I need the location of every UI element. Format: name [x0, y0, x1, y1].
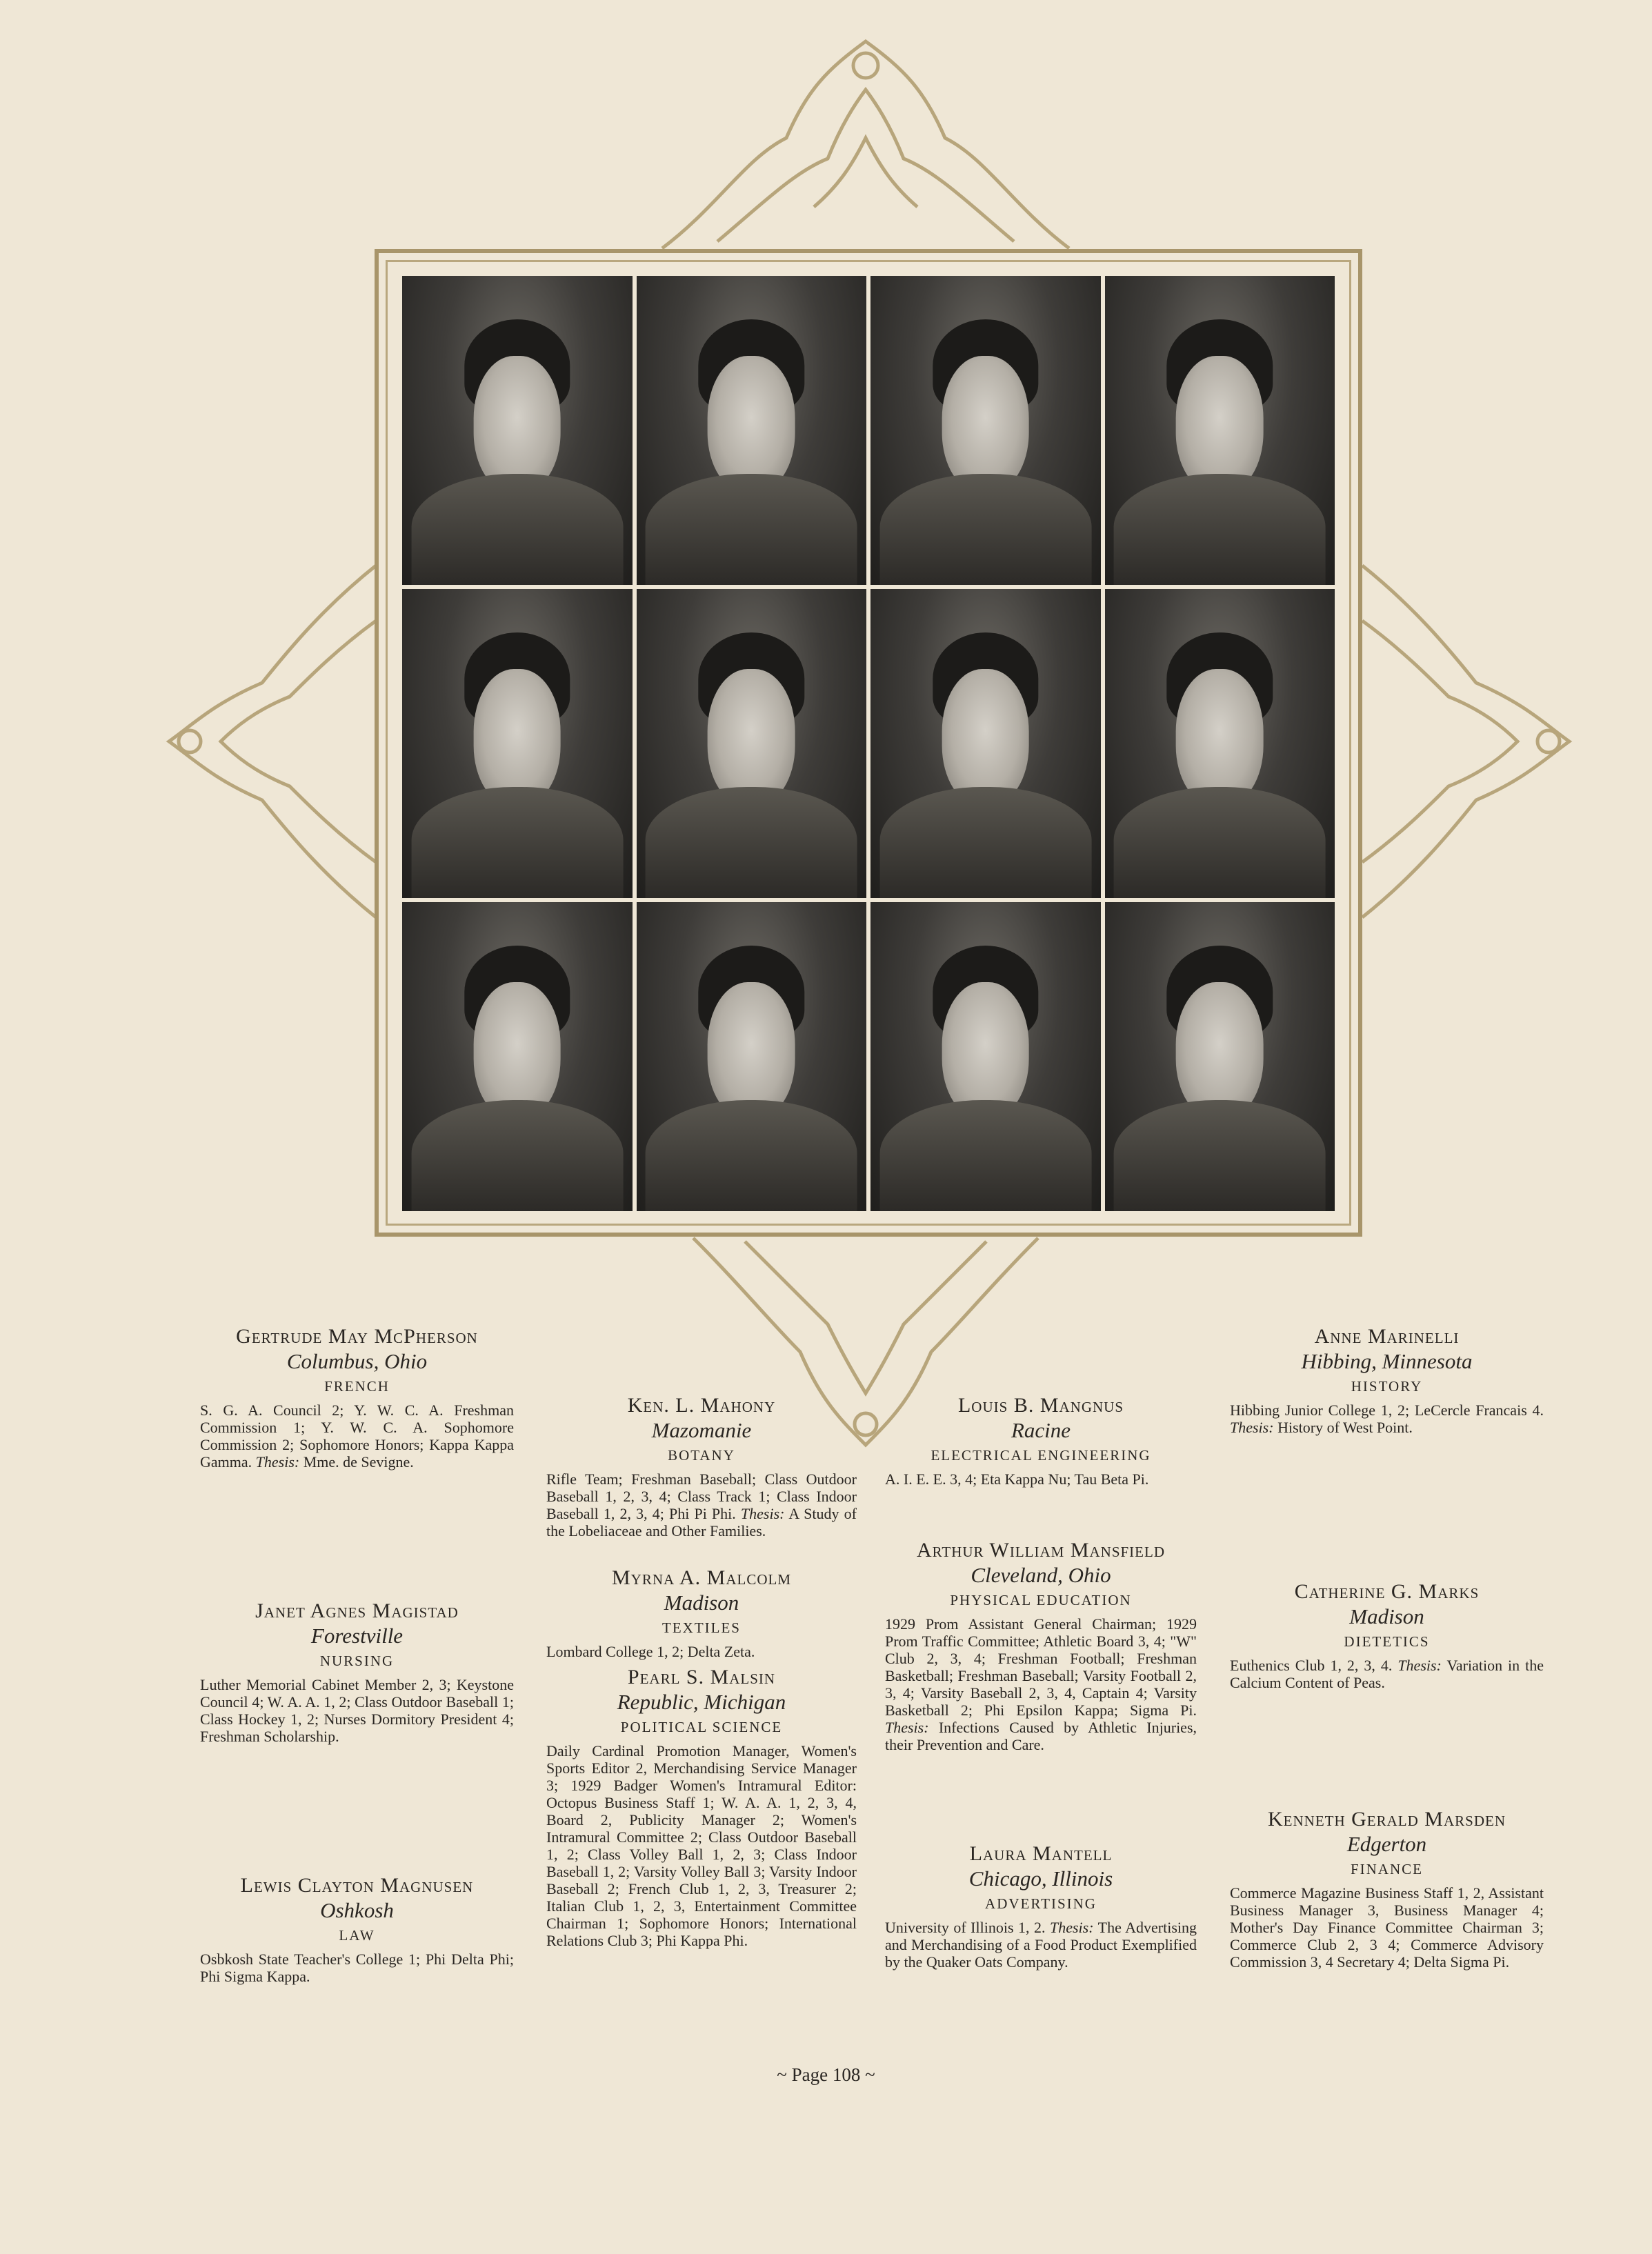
thesis-label: Thesis:: [885, 1719, 929, 1736]
student-name: Kenneth Gerald Marsden: [1268, 1808, 1506, 1831]
student-name: Pearl S. Malsin: [627, 1666, 776, 1688]
student-entry: [885, 1842, 1197, 1971]
thesis-label: Thesis:: [1230, 1419, 1274, 1436]
student-record: Luther Memorial Cabinet Member 2, 3; Keystone Council 4; W. A. A. 1, 2; Class Outdoor Baseball 1; Class Hockey 1, 2; Nurses Dormitory President 4; Freshman Scholarship.: [200, 1676, 514, 1745]
student-record: Osbkosh State Teacher's College 1; Phi Delta Phi; Phi Sigma Kappa.: [200, 1951, 514, 1985]
portrait: [1105, 902, 1335, 1211]
student-record: Rifle Team; Freshman Baseball; Class Outdoor Baseball 1, 2, 3, 4; Class Track 1; Class Indoor Baseball 1, 2, 3, 4; Phi Pi Phi. Thesis: A Study of the Lobeliaceae and Other Families.: [546, 1470, 857, 1539]
portrait: [637, 902, 867, 1211]
student-record: A. I. E. E. 3, 4; Eta Kappa Nu; Tau Beta Pi.: [885, 1470, 1149, 1488]
thesis-title: A Study of the Lobeliaceae and Other Families.: [546, 1505, 857, 1539]
student-entry: [885, 1393, 1197, 1488]
student-hometown: Chicago, Illinois: [968, 1866, 1113, 1891]
portrait: [402, 902, 633, 1211]
portrait: [870, 589, 1101, 898]
thesis-title: Mme. de Sevigne.: [303, 1453, 414, 1470]
student-name: Ken. L. Mahony: [627, 1394, 776, 1417]
portrait: [870, 902, 1101, 1211]
student-record: Euthenics Club 1, 2, 3, 4. Thesis: Variation in the Calcium Content of Peas.: [1230, 1657, 1544, 1691]
student-entry: [546, 1566, 857, 1660]
student-hometown: Racine: [1011, 1418, 1071, 1442]
student-hometown: Republic, Michigan: [617, 1690, 786, 1714]
student-record: Daily Cardinal Promotion Manager, Women's Sports Editor 2, Merchandising Service Manager 3; 1929 Badger Women's Intramural Editor: Octopus Business Staff 1; W. A. A. 1, 2, 3, 4, Board 2, Publicity Manager 2; Women's Intramural Committee 2; Class Outdoor Baseball 1, 2; Class Volley Ball 1, 2, 3; Class Indoor Baseball 1, 2; Varsity Volley Ball 3; Varsity Indoor Baseball 2; French Club 1, 2, 3, Treasurer 2; Italian Club 1, 2, 3, Entertainment Committee Chairman 1; Sophomore Honors; International Relations Club 3; Phi Kappa Phi.: [546, 1742, 857, 1949]
student-name: Janet Agnes Magistad: [255, 1599, 459, 1622]
thesis-label: Thesis:: [255, 1453, 300, 1470]
student-hometown: Oshkosh: [320, 1898, 394, 1922]
student-entry: [1230, 1579, 1544, 1691]
student-hometown: Mazomanie: [651, 1418, 752, 1442]
student-record: Lombard College 1, 2; Delta Zeta.: [546, 1643, 755, 1660]
student-record: S. G. A. Council 2; Y. W. C. A. Freshman Commission 1; Y. W. C. A. Sophomore Commission 2; Sophomore Honors; Kappa Kappa Gamma. Thesis: Mme. de Sevigne.: [200, 1402, 514, 1470]
student-entry: [546, 1393, 857, 1539]
student-name: Myrna A. Malcolm: [611, 1566, 792, 1589]
portrait: [870, 276, 1101, 585]
student-major: NURSING: [319, 1653, 395, 1669]
thesis-label: Thesis:: [1050, 1919, 1094, 1936]
portrait: [637, 276, 867, 585]
thesis-label: Thesis:: [740, 1505, 785, 1522]
student-entry: [546, 1665, 857, 1949]
portrait: [1105, 276, 1335, 585]
portrait: [637, 589, 867, 898]
student-entry: [200, 1324, 514, 1470]
student-hometown: Madison: [1349, 1604, 1424, 1628]
student-major: ADVERTISING: [985, 1895, 1097, 1912]
student-hometown: Madison: [664, 1590, 739, 1615]
student-entry: [1230, 1807, 1544, 1971]
thesis-label: Thesis:: [1397, 1657, 1442, 1674]
thesis-title: History of West Point.: [1277, 1419, 1413, 1436]
student-major: TEXTILES: [662, 1619, 741, 1636]
student-hometown: Cleveland, Ohio: [971, 1563, 1111, 1587]
student-major: FRENCH: [324, 1378, 390, 1395]
student-name: Gertrude May McPherson: [236, 1325, 478, 1348]
student-hometown: Edgerton: [1346, 1832, 1427, 1856]
student-major: ELECTRICAL ENGINEERING: [931, 1447, 1151, 1464]
thesis-title: The Advertising and Merchandising of a Food Product Exemplified by the Quaker Oats Company.: [885, 1919, 1197, 1971]
student-name: Catherine G. Marks: [1294, 1580, 1480, 1603]
student-record: University of Illinois 1, 2. Thesis: The Advertising and Merchandising of a Food Product Exemplified by the Quaker Oats Company.: [885, 1919, 1197, 1971]
student-major: HISTORY: [1351, 1378, 1423, 1395]
student-major: POLITICAL SCIENCE: [620, 1719, 783, 1735]
student-entry: [885, 1538, 1197, 1753]
student-major: FINANCE: [1350, 1861, 1423, 1877]
student-major: BOTANY: [668, 1447, 735, 1464]
student-entry: [200, 1599, 514, 1745]
student-record: 1929 Prom Assistant General Chairman; 1929 Prom Traffic Committee; Athletic Board 3, 4; "W" Club 2, 3, 4; Freshman Football; Freshman Basketball; Freshman Baseball; Varsity Football 2, 3, 4; Varsity Baseball 2, 3, 4, Captain 4; Varsity Basketball 2; Phi Epsilon Kappa; Sigma Pi. Thesis: Infections Caused by Athletic Injuries, their Prevention and Care.: [885, 1615, 1197, 1753]
student-hometown: Forestville: [310, 1624, 404, 1648]
thesis-title: Variation in the Calcium Content of Peas.: [1230, 1657, 1544, 1691]
student-record: Commerce Magazine Business Staff 1, 2, Assistant Business Manager 3, Business Manager 4; Mother's Day Finance Committee Chairman 3; Commerce Club 2, 3 4; Commerce Advisory Commission 3, 4 Secretary 4; Delta Sigma Pi.: [1230, 1884, 1544, 1971]
student-major: LAW: [339, 1927, 375, 1944]
student-entry: [200, 1873, 514, 1985]
thesis-title: Infections Caused by Athletic Injuries, their Prevention and Care.: [885, 1719, 1197, 1753]
student-major: DIETETICS: [1344, 1633, 1430, 1650]
portrait: [402, 589, 633, 898]
student-name: Louis B. Mangnus: [957, 1394, 1124, 1417]
student-entry: [1230, 1324, 1544, 1436]
portrait: [1105, 589, 1335, 898]
page-number: ~ Page 108 ~: [777, 2064, 875, 2085]
student-name: Lewis Clayton Magnusen: [240, 1874, 474, 1897]
portrait-grid: [402, 276, 1335, 1211]
student-hometown: Columbus, Ohio: [286, 1349, 428, 1373]
student-name: Anne Marinelli: [1314, 1325, 1460, 1348]
student-record: Hibbing Junior College 1, 2; LeCercle Francais 4. Thesis: History of West Point.: [1230, 1402, 1544, 1436]
student-hometown: Hibbing, Minnesota: [1301, 1349, 1473, 1373]
student-name: Laura Mantell: [969, 1842, 1113, 1865]
student-major: PHYSICAL EDUCATION: [950, 1592, 1132, 1608]
student-name: Arthur William Mansfield: [916, 1539, 1165, 1562]
portrait: [402, 276, 633, 585]
